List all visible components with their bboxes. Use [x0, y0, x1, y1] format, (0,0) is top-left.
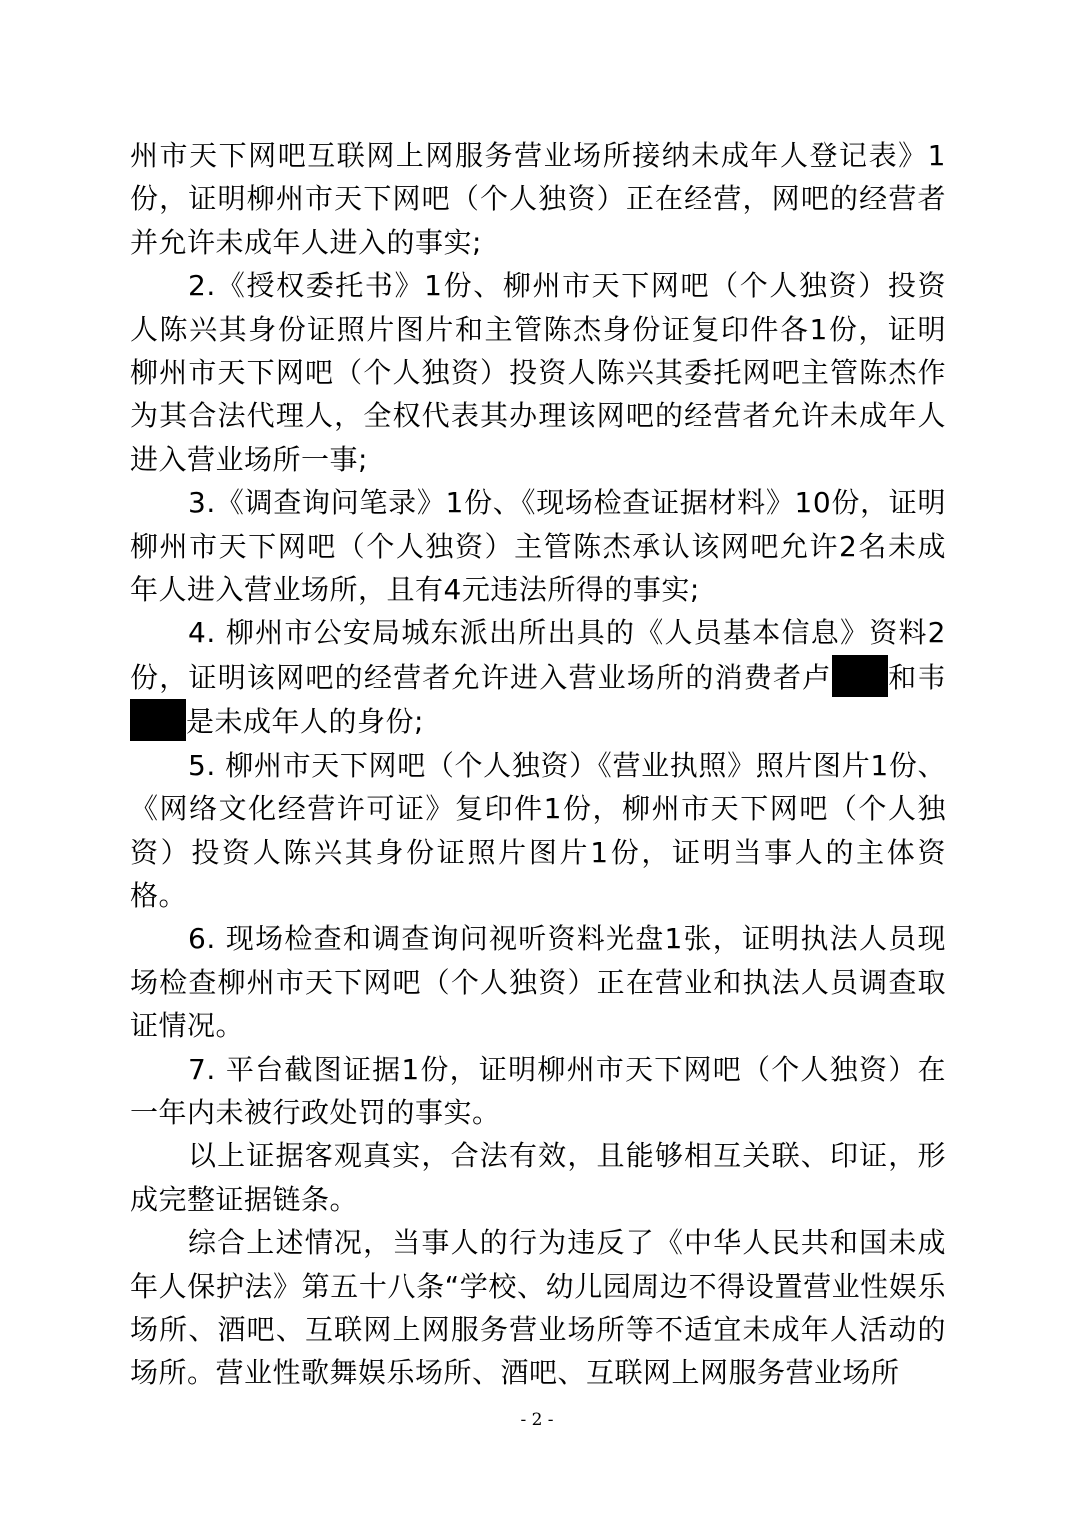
paragraph-evidence-7: 7. 平台截图证据1份，证明柳州市天下网吧（个人独资）在一年内未被行政处罚的事实。: [130, 1052, 946, 1129]
paragraph-continuation: 州市天下网吧互联网上网服务营业场所接纳未成年人登记表》1份，证明柳州市天下网吧（个人独资）正在经营，网吧的经营者并允许未成年人进入的事实;: [130, 139, 946, 259]
redaction-block: [130, 699, 186, 741]
paragraph-evidence-summary: 以上证据客观真实，合法有效，且能够相互关联、印证，形成完整证据链条。: [130, 1139, 946, 1216]
paragraph-evidence-2: 2.《授权委托书》1份、柳州市天下网吧（个人独资）投资人陈兴其身份证照片图片和主管陈杰身份证复印件各1份，证明柳州市天下网吧（个人独资）投资人陈兴其委托网吧主管陈杰作为其合法代理人，全权代表其办理该网吧的经营者允许未成年人进入营业场所一事;: [130, 269, 946, 476]
page-number: - 2 -: [520, 1410, 554, 1430]
evidence-4-text-c: 是未成年人的身份;: [186, 705, 424, 739]
evidence-4-text-a: 4. 柳州市公安局城东派出所出具的《人员基本信息》资料2份，证明该网吧的经营者允许进入营业场所的消费者卢: [130, 616, 946, 694]
paragraph-evidence-5: 5. 柳州市天下网吧（个人独资）《营业执照》照片图片1份、《网络文化经营许可证》复印件1份，柳州市天下网吧（个人独资）投资人陈兴其身份证照片图片1份，证明当事人的主体资格。: [130, 748, 946, 912]
paragraph-evidence-6: 6. 现场检查和调查询问视听资料光盘1张，证明执法人员现场检查柳州市天下网吧（个人独资）正在营业和执法人员调查取证情况。: [130, 922, 946, 1043]
paragraph-evidence-4: [130, 611, 946, 743]
paragraph-evidence-3: 3.《调查询问笔录》1份、《现场检查证据材料》10份，证明柳州市天下网吧（个人独资）主管陈杰承认该网吧允许2名未成年人进入营业场所，且有4元违法所得的事实;: [130, 486, 946, 607]
evidence-4-text-b: 和韦: [887, 660, 946, 694]
paragraph-conclusion: 综合上述情况，当事人的行为违反了《中华人民共和国未成年人保护法》第五十八条“学校、幼儿园周边不得设置营业性娱乐场所、酒吧、互联网上网服务营业场所等不适宜未成年人活动的场所。营业性歌舞娱乐场所、酒吧、互联网上网服务营业场所: [130, 1226, 946, 1390]
document-body: [130, 134, 946, 1395]
redaction-block: [832, 655, 888, 697]
